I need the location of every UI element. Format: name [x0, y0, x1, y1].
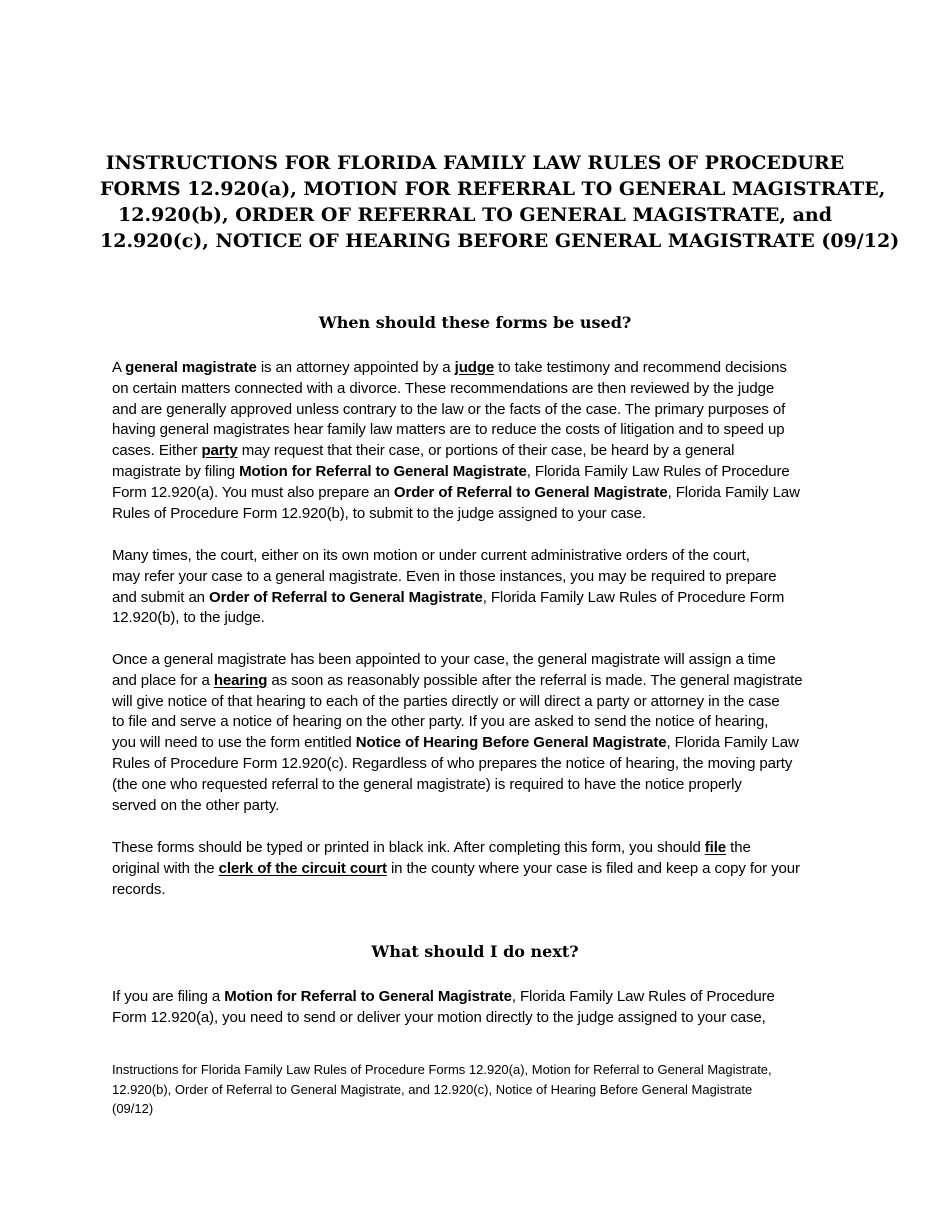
text-run: magistrate by filing — [112, 462, 240, 480]
paragraph-next-steps — [112, 987, 840, 1029]
form-name-order: Order of Referral to General Magistrate — [209, 588, 483, 606]
text-line: records. — [112, 880, 166, 898]
text-run: and place for a — [112, 671, 214, 689]
text-run: , Florida Family Law — [667, 483, 800, 501]
text-line: (the one who requested referral to the general magistrate) is required to have the notice properly — [112, 775, 742, 793]
title-line: 12.920(c), NOTICE OF HEARING BEFORE GENERAL MAGISTRATE (09/12) — [100, 230, 900, 252]
text-line: Many times, the court, either on its own motion or under current administrative orders of the court, — [112, 547, 750, 564]
text-run: the — [726, 839, 751, 856]
text-run: you will need to use the form entitled — [112, 734, 356, 752]
glossary-term-party: party — [201, 442, 238, 460]
paragraph-court-referral — [112, 546, 840, 629]
text-run: Form 12.920(a). You must also prepare an — [112, 483, 394, 501]
text-run: A — [112, 359, 126, 376]
text-run: and submit an — [112, 588, 209, 606]
text-run: , Florida Family Law Rules of Procedure — [511, 988, 775, 1005]
glossary-term-clerk: clerk of the circuit court — [218, 859, 387, 877]
text-run: If you are filing a — [112, 988, 225, 1005]
title-line: INSTRUCTIONS FOR FLORIDA FAMILY LAW RULES OF PROCEDURE — [105, 152, 845, 174]
text-line: to file and serve a notice of hearing on the other party. If you are asked to send the notice of hearing, — [112, 713, 769, 731]
footer-line: (09/12) — [112, 1101, 154, 1116]
text-run: , Florida Family Law — [666, 734, 799, 752]
text-run: , Florida Family Law Rules of Procedure Form — [482, 588, 785, 606]
glossary-term-file: file — [704, 839, 727, 856]
text-line — [112, 483, 840, 504]
text-line — [112, 987, 840, 1008]
text-line — [112, 859, 840, 880]
text-line — [112, 462, 840, 483]
text-line — [112, 588, 840, 609]
term-general-magistrate: general magistrate — [125, 359, 257, 376]
text-run: as soon as reasonably possible after the referral is made. The general magistrate — [267, 671, 803, 689]
text-run: original with the — [112, 859, 219, 877]
text-line — [112, 733, 840, 754]
form-name-notice: Notice of Hearing Before General Magistrate — [355, 734, 667, 752]
text-run: cases. Either — [112, 442, 202, 460]
text-line: may refer your case to a general magistrate. Even in those instances, you may be required to prepare — [112, 567, 777, 585]
form-name-motion: Motion for Referral to General Magistrate — [239, 462, 527, 480]
text-line: served on the other party. — [112, 796, 280, 814]
footer-line: Instructions for Florida Family Law Rules of Procedure Forms 12.920(a), Motion for Referral to General Magistrate, — [112, 1062, 772, 1077]
text-run: is an attorney appointed by a — [256, 359, 455, 376]
text-line: having general magistrates hear family law matters are to reduce the costs of litigation and to speed up — [112, 421, 785, 439]
text-line: Form 12.920(a), you need to send or deliver your motion directly to the judge assigned to your case, — [112, 1008, 766, 1026]
text-run: to take testimony and recommend decisions — [494, 359, 787, 376]
paragraph-filing — [112, 838, 840, 900]
text-run: These forms should be typed or printed in black ink. After completing this form, you should — [112, 839, 705, 856]
text-line — [112, 671, 840, 692]
text-line: on certain matters connected with a divorce. These recommendations are then reviewed by the judge — [112, 379, 775, 397]
text-line — [112, 441, 840, 462]
glossary-term-judge: judge — [454, 359, 495, 376]
text-run: may request that their case, or portions of their case, be heard by a general — [237, 442, 735, 460]
text-run: in the county where your case is filed and keep a copy for your — [386, 859, 800, 877]
paragraph-hearing — [112, 650, 840, 816]
title-line: FORMS 12.920(a), MOTION FOR REFERRAL TO GENERAL MAGISTRATE, — [100, 178, 886, 200]
title-line: 12.920(b), ORDER OF REFERRAL TO GENERAL MAGISTRATE, and — [118, 204, 832, 226]
section-heading-when: When should these forms be used? — [318, 313, 632, 332]
form-name-order: Order of Referral to General Magistrate — [393, 483, 668, 501]
text-run: , Florida Family Law Rules of Procedure — [526, 462, 790, 480]
section-heading-next: What should I do next? — [371, 942, 579, 961]
form-name-motion: Motion for Referral to General Magistrate — [224, 988, 512, 1005]
text-line: Once a general magistrate has been appointed to your case, the general magistrate will assign a time — [112, 651, 776, 668]
document-title — [100, 150, 900, 254]
text-line: will give notice of that hearing to each of the parties directly or will direct a party or attorney in the case — [112, 692, 780, 710]
text-line — [112, 838, 840, 859]
glossary-term-hearing: hearing — [213, 671, 268, 689]
text-line: Rules of Procedure Form 12.920(b), to submit to the judge assigned to your case. — [112, 504, 646, 522]
text-line: and are generally approved unless contrary to the law or the facts of the case. The primary purposes of — [112, 400, 786, 418]
page-footer — [112, 1060, 852, 1119]
text-line: 12.920(b), to the judge. — [112, 609, 265, 627]
footer-line: 12.920(b), Order of Referral to General Magistrate, and 12.920(c), Notice of Hearing Before General Magistrate — [112, 1081, 753, 1097]
paragraph-general-magistrate — [112, 358, 840, 524]
text-line: Rules of Procedure Form 12.920(c). Regardless of who prepares the notice of hearing, the moving party — [112, 754, 793, 772]
text-line — [112, 358, 840, 379]
